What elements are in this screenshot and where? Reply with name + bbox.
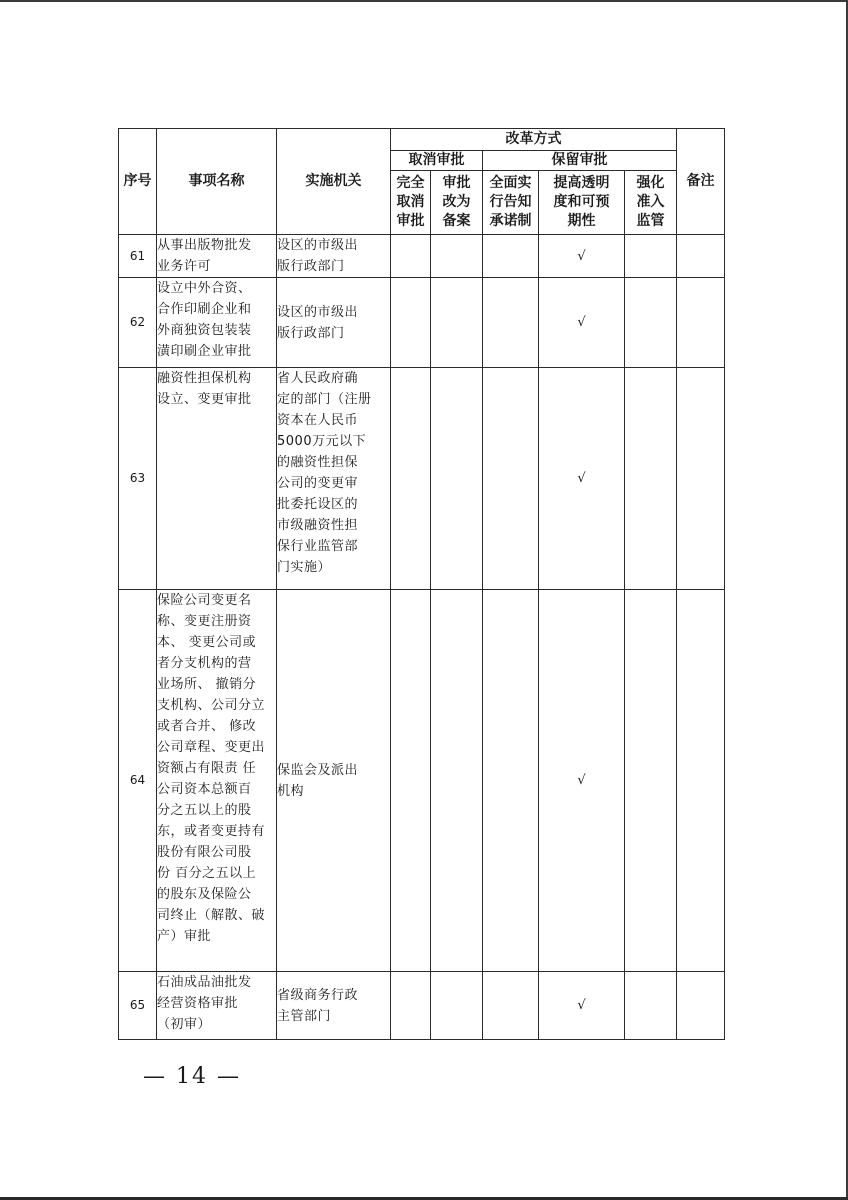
row-strengthen-cell — [625, 278, 677, 368]
row-notify-commit-cell — [483, 278, 539, 368]
item-name-line: 司终止（解散、破 — [157, 908, 266, 923]
item-name-line: 外商独资包装装 — [157, 323, 252, 338]
item-name-line: 的股东及保险公 — [157, 887, 252, 902]
row-index: 64 — [119, 590, 157, 972]
item-name-line: 份 百分之五以上 — [157, 866, 257, 881]
row-notify-commit-cell — [483, 368, 539, 590]
row-strengthen-cell — [625, 590, 677, 972]
row-item-name — [157, 590, 277, 972]
item-name-line: 潢印刷企业审批 — [157, 344, 252, 359]
item-name-line: 石油成品油批发 — [157, 975, 252, 990]
item-name-line: 合作印刷企业和 — [157, 302, 252, 317]
item-name-line: 经营资格审批 — [157, 996, 239, 1011]
row-agency — [277, 368, 391, 590]
agency-line: 版行政部门 — [277, 325, 345, 341]
row-transparency-cell: √ — [539, 278, 625, 368]
row-remarks-cell — [677, 368, 725, 590]
agency-line: 省人民政府确 — [277, 371, 359, 386]
row-agency — [277, 235, 391, 278]
item-name-line: 股份有限公司股 — [157, 845, 252, 860]
agency-line: 保监会及派出 — [277, 762, 359, 778]
item-name-line: 融资性担保机构 — [157, 371, 252, 386]
item-name-line: 本、 变更公司或 — [157, 635, 257, 650]
row-transparency-cell: √ — [539, 972, 625, 1040]
item-name-line: （初审） — [157, 1017, 212, 1032]
header-transparency-line: 度和可预 — [553, 194, 610, 210]
agency-line: 省级商务行政 — [277, 987, 359, 1003]
row-remarks-cell — [677, 590, 725, 972]
agency-line: 定的部门（注册 — [277, 392, 372, 407]
header-cancel-group: 取消审批 — [391, 151, 483, 171]
header-remarks: 备注 — [677, 129, 725, 235]
row-full-cancel-cell — [391, 972, 431, 1040]
header-notify-commit-line: 行告知 — [489, 194, 532, 210]
item-name-line: 保险公司变更名 — [157, 593, 252, 608]
header-full-cancel-line: 取消 — [396, 194, 425, 210]
row-full-cancel-cell — [391, 590, 431, 972]
agency-line: 门实施） — [277, 560, 332, 575]
item-name-line: 设立中外合资、 — [157, 281, 252, 296]
row-notify-commit-cell — [483, 590, 539, 972]
table-row — [119, 368, 725, 590]
item-name-line: 产）审批 — [157, 929, 212, 944]
header-strengthen-line: 监管 — [636, 213, 665, 229]
table-row — [119, 972, 725, 1040]
item-name-line: 资额占有限责 任 — [157, 761, 257, 776]
row-remarks-cell — [677, 278, 725, 368]
header-transparency — [539, 171, 625, 235]
row-index: 62 — [119, 278, 157, 368]
header-strengthen — [625, 171, 677, 235]
item-name-line: 支机构、公司分立 — [157, 698, 266, 713]
row-full-cancel-cell — [391, 235, 431, 278]
row-notify-commit-cell — [483, 235, 539, 278]
agency-line: 设区的市级出 — [277, 238, 359, 253]
agency-line: 5000万元以下 — [277, 434, 367, 449]
item-name-line: 称、变更注册资 — [157, 614, 252, 629]
agency-line: 公司的变更审 — [277, 476, 359, 491]
item-name-line: 东，或者变更持有 — [157, 824, 266, 839]
agency-line: 设区的市级出 — [277, 304, 359, 320]
header-index: 序号 — [119, 129, 157, 235]
row-remarks-cell — [677, 972, 725, 1040]
row-index: 65 — [119, 972, 157, 1040]
row-item-name — [157, 235, 277, 278]
header-full-cancel-line: 审批 — [396, 213, 425, 229]
row-strengthen-cell — [625, 235, 677, 278]
row-full-cancel-cell — [391, 278, 431, 368]
header-notify-commit — [483, 171, 539, 235]
agency-line: 保行业监管部 — [277, 539, 359, 554]
row-agency — [277, 278, 391, 368]
row-to-filing-cell — [431, 972, 483, 1040]
row-transparency-cell: √ — [539, 590, 625, 972]
page-number: — 14 — — [143, 1064, 241, 1089]
row-strengthen-cell — [625, 368, 677, 590]
row-transparency-cell: √ — [539, 235, 625, 278]
row-to-filing-cell — [431, 278, 483, 368]
row-agency — [277, 590, 391, 972]
table-row — [119, 590, 725, 972]
header-reform-method: 改革方式 — [391, 129, 677, 151]
item-name-line: 分之五以上的股 — [157, 803, 252, 818]
item-name-line: 业场所、 撤销分 — [157, 677, 257, 692]
row-index: 61 — [119, 235, 157, 278]
row-transparency-cell: √ — [539, 368, 625, 590]
approval-reform-table — [118, 128, 725, 1040]
header-retain-group: 保留审批 — [483, 151, 677, 171]
item-name-line: 或者合并、 修改 — [157, 719, 257, 734]
agency-line: 版行政部门 — [277, 259, 345, 274]
item-name-line: 设立、变更审批 — [157, 392, 252, 407]
header-agency: 实施机关 — [277, 129, 391, 235]
header-transparency-line: 期性 — [567, 213, 596, 229]
table-header — [119, 129, 725, 235]
scan-edge-top — [0, 0, 848, 2]
table-row — [119, 278, 725, 368]
header-full-cancel — [391, 171, 431, 235]
header-strengthen-line: 准入 — [636, 194, 665, 210]
row-to-filing-cell — [431, 590, 483, 972]
item-name-line: 从事出版物批发 — [157, 238, 252, 253]
agency-line: 机构 — [277, 783, 305, 799]
item-name-line: 公司资本总额百 — [157, 782, 252, 797]
row-to-filing-cell — [431, 368, 483, 590]
header-full-cancel-line: 完全 — [396, 175, 425, 191]
row-item-name — [157, 368, 277, 590]
header-transparency-line: 提高透明 — [553, 175, 610, 191]
header-to-filing-line: 改为 — [442, 194, 471, 210]
header-item-name: 事项名称 — [157, 129, 277, 235]
row-agency — [277, 972, 391, 1040]
agency-line: 批委托设区的 — [277, 497, 359, 512]
agency-line: 资本在人民币 — [277, 413, 359, 428]
row-notify-commit-cell — [483, 972, 539, 1040]
item-name-line: 者分支机构的营 — [157, 656, 252, 671]
row-item-name — [157, 972, 277, 1040]
header-to-filing-line: 审批 — [442, 175, 471, 191]
item-name-line: 业务许可 — [157, 259, 212, 274]
header-to-filing — [431, 171, 483, 235]
header-to-filing-line: 备案 — [442, 213, 471, 229]
table-body — [119, 235, 725, 1040]
agency-line: 的融资性担保 — [277, 455, 359, 470]
row-strengthen-cell — [625, 972, 677, 1040]
header-notify-commit-line: 全面实 — [489, 175, 532, 191]
agency-line: 市级融资性担 — [277, 518, 359, 533]
table-row — [119, 235, 725, 278]
row-index: 63 — [119, 368, 157, 590]
row-item-name — [157, 278, 277, 368]
row-to-filing-cell — [431, 235, 483, 278]
row-remarks-cell — [677, 235, 725, 278]
agency-line: 主管部门 — [277, 1008, 332, 1024]
header-strengthen-line: 强化 — [636, 175, 665, 191]
header-notify-commit-line: 承诺制 — [489, 213, 532, 229]
row-full-cancel-cell — [391, 368, 431, 590]
item-name-line: 公司章程、变更出 — [157, 740, 266, 755]
